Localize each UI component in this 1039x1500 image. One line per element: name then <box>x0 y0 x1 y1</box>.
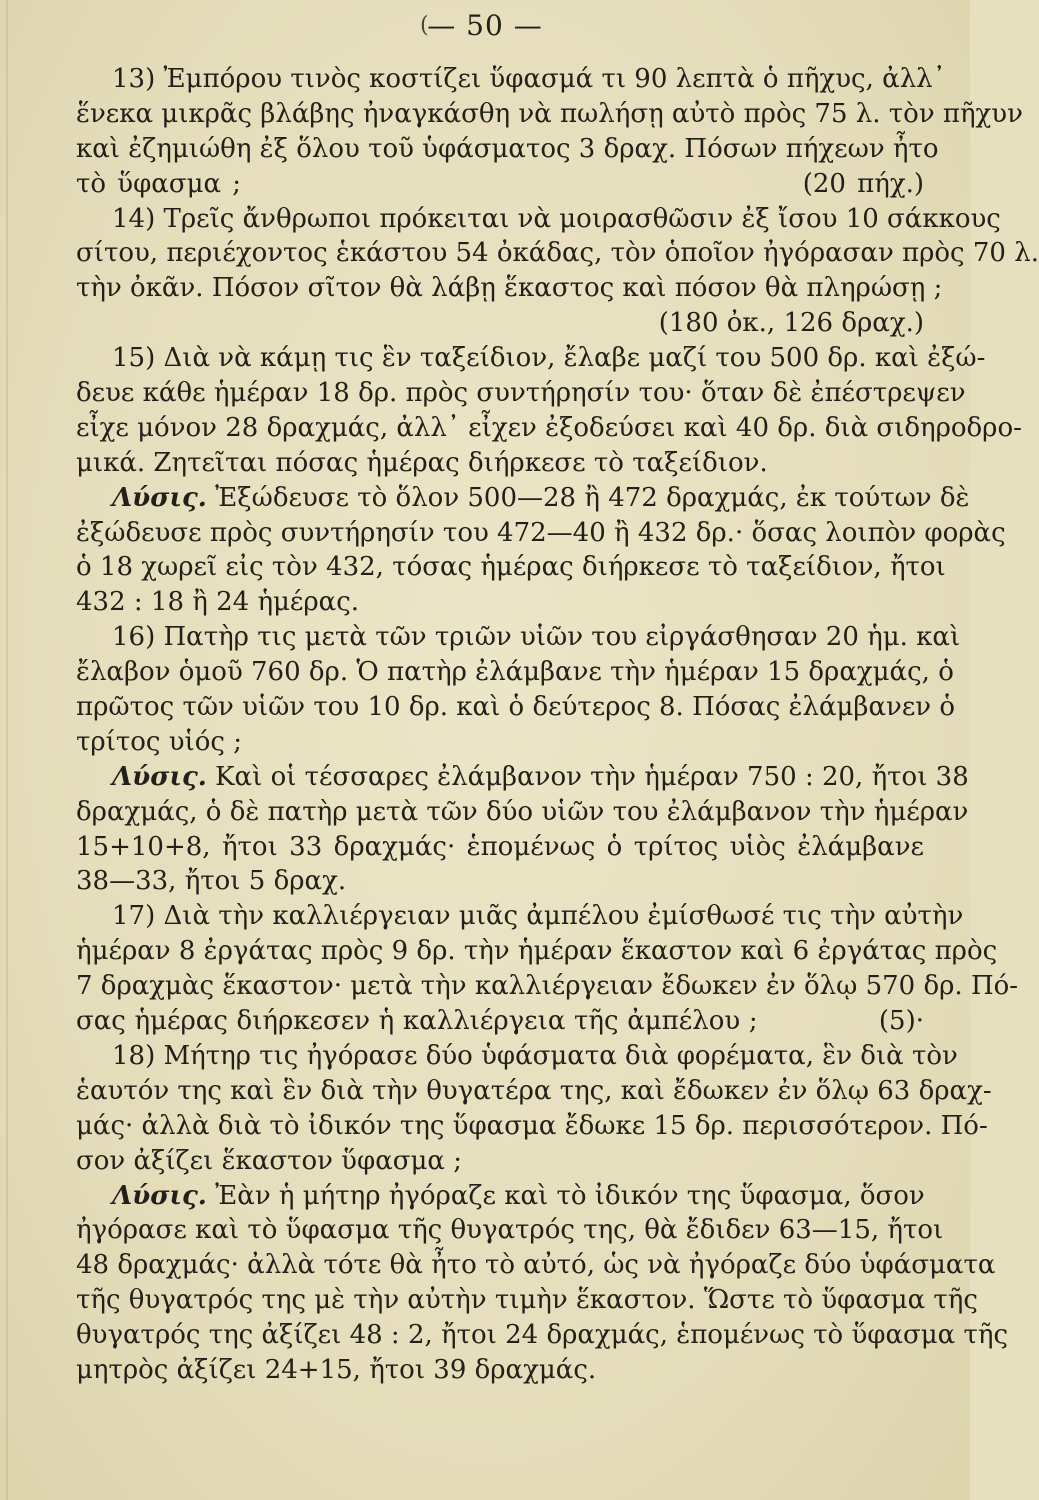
page-body <box>76 62 1039 1388</box>
problem-line: μικά. Ζητεῖται πόσας ἡμέρας διήρκεσε τὸ ταξείδιον. <box>76 447 768 478</box>
solution-label: Λύσις. <box>112 482 207 513</box>
problem-line: τὸ ὕφασμα ; (20 πήχ.) <box>76 168 924 199</box>
solution-line <box>76 1179 924 1214</box>
problem-18 <box>76 1039 1009 1388</box>
problem-line: 16) Πατὴρ τις μετὰ τῶν τριῶν υἱῶν του εἰργάσθησαν 20 ἡμ. καὶ <box>112 622 961 653</box>
solution-label: Λύσις. <box>112 1180 207 1211</box>
problem-line: καὶ ἐζημιώθη ἐξ ὅλου τοῦ ὑφάσματος 3 δραχ. Πόσων πήχεων ἦτο <box>76 133 939 164</box>
solution-line: ὁ 18 χωρεῖ εἰς τὸν 432, τόσας ἡμέρας διήρκεσε τὸ ταξείδιον, ἤτοι <box>76 552 946 583</box>
solution-line: ἐξώδευσε πρὸς συντήρησίν του 472—40 ἢ 432 δρ.· ὅσας λοιπὸν φορὰς <box>76 517 1006 548</box>
problem-line: εἶχε μόνον 28 δραχμάς, ἀλλ᾽ εἶχεν ἐξοδεύσει καὶ 40 δρ. διὰ σιδηροδρο- <box>76 412 1022 443</box>
solution-line <box>76 481 970 516</box>
problem-line: σας ἡμέρας διήρκεσεν ἡ καλλιέργεια τῆς ἀμπέλου ; (5)· <box>76 1006 924 1037</box>
problem-line: 17) Διὰ τὴν καλλιέργειαν μιᾶς ἀμπέλου ἐμίσθωσέ τις τὴν αὐτὴν <box>112 901 964 932</box>
problem-line: δευε κάθε ἡμέραν 18 δρ. πρὸς συντήρησίν του· ὅταν δὲ ἐπέστρεψεν <box>76 378 966 409</box>
problem-line: τρίτος υἱός ; <box>76 726 242 757</box>
solution-line <box>76 760 969 795</box>
problem-17 <box>76 899 1019 1039</box>
page-number: — 50 — <box>427 9 543 42</box>
solution-line: 15+10+8, ἤτοι 33 δραχμάς· ἑπομένως ὁ τρίτος υἱὸς ἐλάμβανε <box>76 831 924 862</box>
solution-line: ἠγόρασε καὶ τὸ ὕφασμα τῆς θυγατρός της, θὰ ἔδιδεν 63—15, ἤτοι <box>76 1215 944 1246</box>
problem-line: ἔλαβον ὁμοῦ 760 δρ. Ὁ πατὴρ ἐλάμβανε τὴν ἡμέραν 15 δραχμάς, ὁ <box>76 657 954 688</box>
solution-line: 48 δραχμάς· ἀλλὰ τότε θὰ ἦτο τὸ αὐτό, ὡς νὰ ἠγόραζε δύο ὑφάσματα <box>76 1250 996 1281</box>
problem-line: 14) Τρεῖς ἄνθρωποι πρόκειται νὰ μοιρασθῶσιν ἐξ ἴσου 10 σάκκους <box>112 203 1001 234</box>
problem-line: 18) Μήτηρ τις ἠγόρασε δύο ὑφάσματα διὰ φορέματα, ἓν διὰ τὸν <box>112 1040 958 1071</box>
solution-text: Ἐὰν ἡ μήτηρ ἠγόραζε καὶ τὸ ἰδικόν της ὕφασμα, ὅσον <box>206 1180 925 1211</box>
solution-text: Καὶ οἱ τέσσαρες ἐλάμβανον τὴν ἡμέραν 750 : 20, ἤτοι 38 <box>206 761 969 792</box>
problem-line: ἡμέραν 8 ἐργάτας πρὸς 9 δρ. τὴν ἡμέραν ἕκαστον καὶ 6 ἐργάτας πρὸς <box>76 936 998 967</box>
page-header <box>0 8 970 44</box>
solution-line: θυγατρός της ἀξίζει 48 : 2, ἤτοι 24 δραχμάς, ἑπομένως τὸ ὕφασμα τῆς <box>76 1320 1009 1351</box>
problem-line: 13) Ἐμπόρου τινὸς κοστίζει ὕφασμά τι 90 λεπτὰ ὁ πῆχυς, ἀλλ᾽ <box>112 64 946 94</box>
problem-line: ἕνεκα μικρᾶς βλάβης ἠναγκάσθη νὰ πωλήσῃ αὐτὸ πρὸς 75 λ. τὸν πῆχυν <box>76 98 1023 129</box>
page-mark: ( <box>420 13 430 38</box>
problem-14 <box>76 202 1039 342</box>
problem-line: σον ἀξίζει ἕκαστον ὕφασμα ; <box>76 1145 462 1176</box>
problem-line: μάς· ἀλλὰ διὰ τὸ ἰδικόν της ὕφασμα ἔδωκε 15 δρ. περισσότερον. Πό- <box>76 1110 988 1141</box>
solution-line: τῆς θυγατρός της μὲ τὴν αὐτὴν τιμὴν ἕκαστον. Ὥστε τὸ ὕφασμα τῆς <box>76 1285 978 1316</box>
problem-line: πρῶτος τῶν υἱῶν του 10 δρ. καὶ ὁ δεύτερος 8. Πόσας ἐλάμβανεν ὁ <box>76 692 956 723</box>
problem-line: ἑαυτόν της καὶ ἓν διὰ τὴν θυγατέρα της, καὶ ἔδωκεν ἐν ὅλῳ 63 δραχ- <box>76 1075 992 1106</box>
solution-line: 38—33, ἤτοι 5 δραχ. <box>76 866 347 897</box>
solution-line: 432 : 18 ἢ 24 ἡμέρας. <box>76 587 360 618</box>
page-edge <box>6 0 8 1500</box>
problem-line: (180 ὀκ., 126 δραχ.) <box>658 308 924 339</box>
solution-line: δραχμάς, ὁ δὲ πατὴρ μετὰ τῶν δύο υἱῶν του ἐλάμβανον τὴν ἡμέραν <box>76 796 969 827</box>
problem-line: σίτου, περιέχοντος ἑκάστου 54 ὀκάδας, τὸν ὁποῖον ἠγόρασαν πρὸς 70 λ. <box>76 238 1039 269</box>
problem-15 <box>76 341 1022 620</box>
solution-line: μητρὸς ἀξίζει 24+15, ἤτοι 39 δραχμάς. <box>76 1354 597 1385</box>
problem-line: 7 δραχμὰς ἕκαστον· μετὰ τὴν καλλιέργειαν ἔδωκεν ἐν ὅλῳ 570 δρ. Πό- <box>76 971 1019 1002</box>
solution-text: Ἐξώδευσε τὸ ὅλον 500—28 ἢ 472 δραχμάς, ἐκ τούτων δὲ <box>206 482 970 513</box>
problem-16 <box>76 620 969 899</box>
problem-line: τὴν ὀκᾶν. Πόσον σῖτον θὰ λάβῃ ἕκαστος καὶ πόσον θὰ πληρώσῃ ; <box>76 273 943 304</box>
problem-13 <box>76 62 1023 202</box>
solution-label: Λύσις. <box>112 761 207 792</box>
problem-line: 15) Διὰ νὰ κάμῃ τις ἓν ταξείδιον, ἔλαβε μαζί του 500 δρ. καὶ ἐξώ- <box>112 343 986 374</box>
